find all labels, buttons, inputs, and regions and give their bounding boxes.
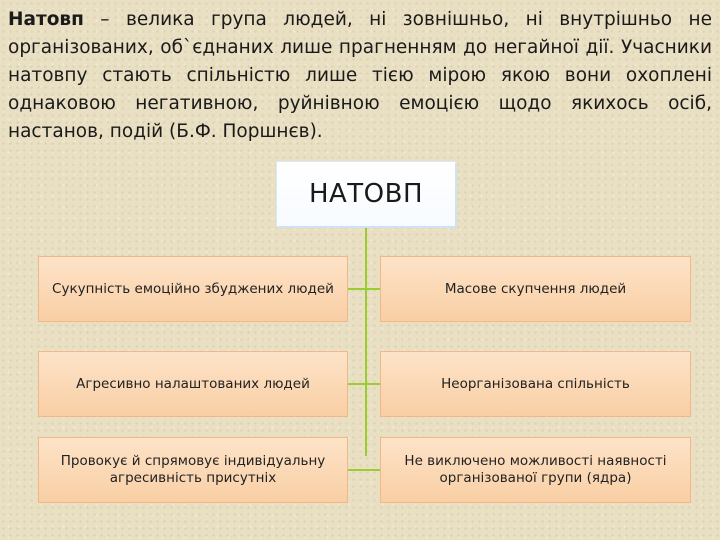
left-node-2: Агресивно налаштованих людей xyxy=(38,351,348,417)
left-node-3: Провокує й спрямовує індивідуальну агресивність присутніх xyxy=(38,437,348,503)
right-node-1: Масове скупчення людей xyxy=(380,256,691,322)
diagram-title: НАТОВП xyxy=(277,162,455,226)
intro-term: Натовп xyxy=(8,9,84,30)
intro-text: – велика група людей, ні зовнішньо, ні внутрішньо не організованих, об`єднаних лише прагненням до негайної дії. Учасники натовпу стають спільністю лише тією мірою якою вони охоплені однаковою негативною, руйнівною емоцією щодо якихось осіб, настанов, подій (Б.Ф. Поршнєв). xyxy=(8,9,712,142)
left-node-1: Сукупність емоційно збуджених людей xyxy=(38,256,348,322)
right-node-3: Не виключено можливості наявності організованої групи (ядра) xyxy=(380,437,691,503)
right-node-2: Неорганізована спільність xyxy=(380,351,691,417)
